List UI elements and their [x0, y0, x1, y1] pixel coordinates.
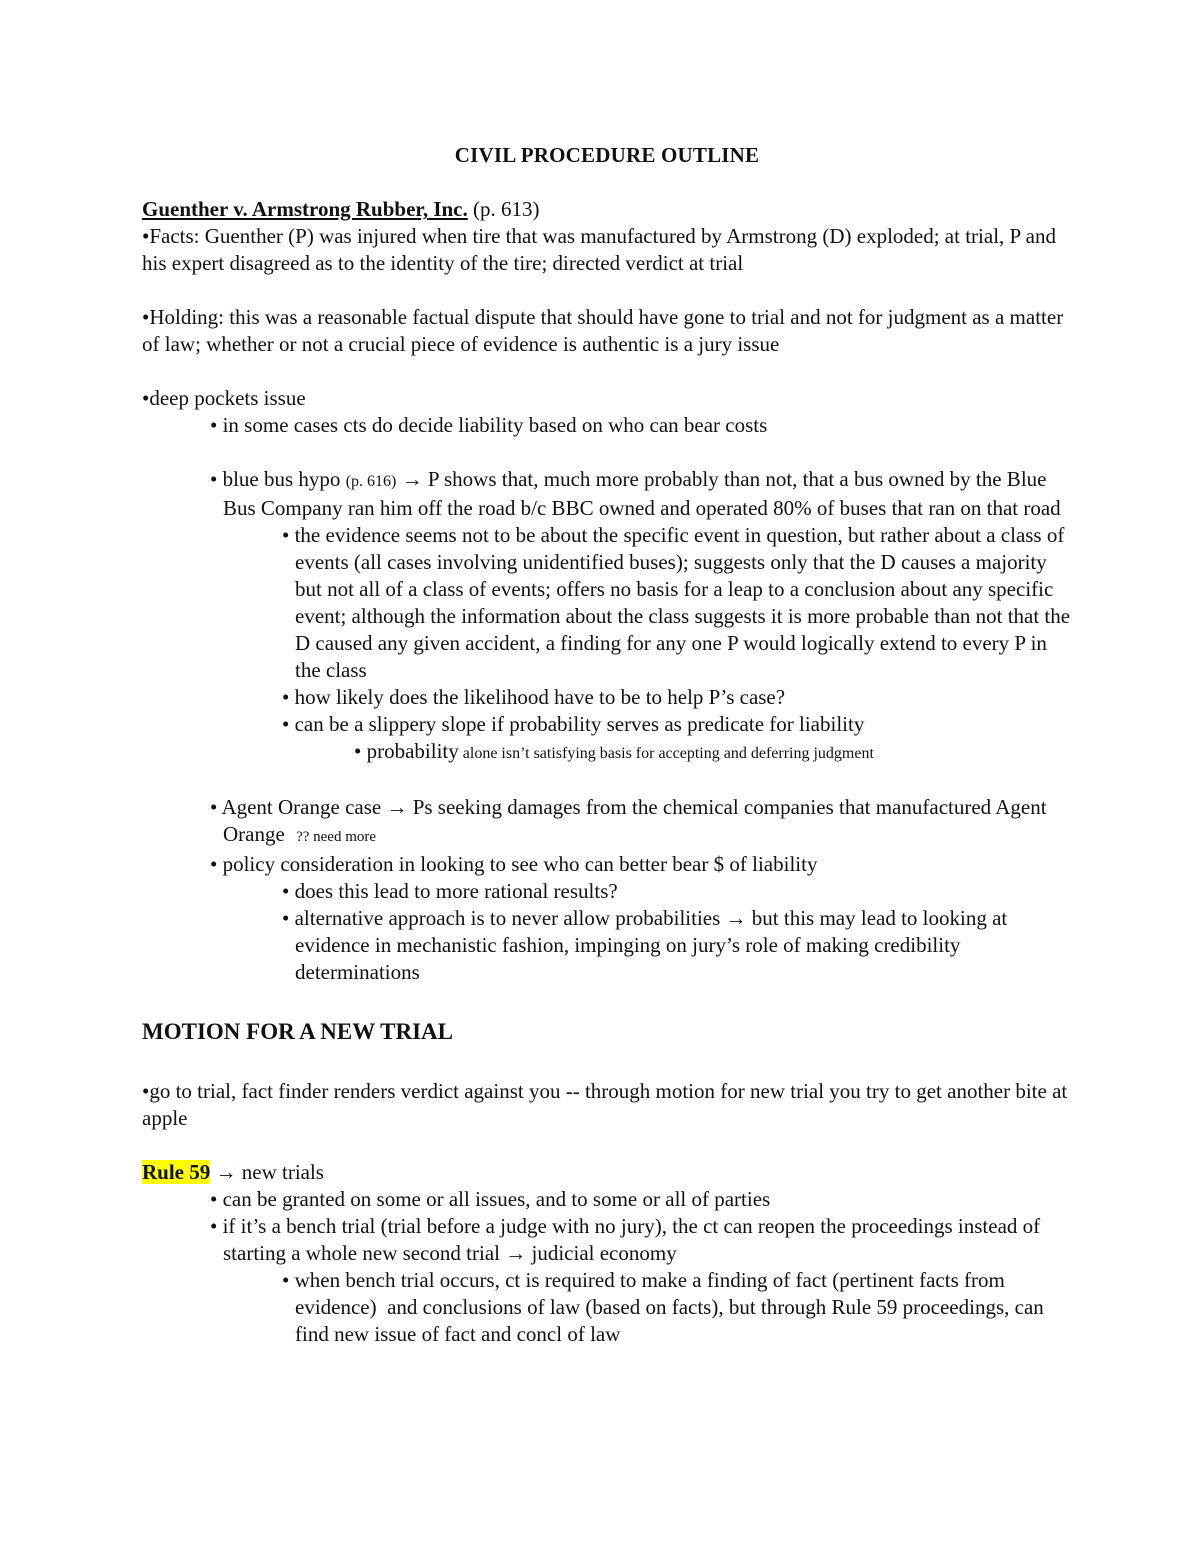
probability-rest: alone isn’t satisfying basis for accepting and deferring judgment	[458, 745, 874, 762]
spacer	[142, 277, 1072, 304]
bullet-rational-results: • does this lead to more rational results?	[282, 879, 618, 903]
agent-orange-note: ?? need more	[284, 829, 377, 845]
case-facts: •Facts: Guenther (P) was injured when tire that was manufactured by Armstrong (D) exploded; at trial, P and his expert disagreed as to the identity of the tire; directed verdict at trial	[142, 224, 1062, 275]
bullet-policy: • policy consideration in looking to see who can better bear $ of liability	[210, 852, 818, 876]
document-page	[142, 142, 1076, 1348]
bullet-granted-issues: • can be granted on some or all issues, and to some or all of parties	[210, 1187, 771, 1211]
bullet-alternative-approach: • alternative approach is to never allow probabilities → but this may lead to looking at evidence in mechanistic fashion, impinging on jury’s role of making credibility determinations	[282, 906, 1013, 984]
document-title: CIVIL PROCEDURE OUTLINE	[454, 143, 760, 167]
bullet-liability-costs: • in some cases cts do decide liability based on who can bear costs	[210, 413, 768, 437]
blue-bus-text: → P shows that, much more probably than not, that a bus owned by the Blue Bus Company ran him off the road b/c BBC owned and operated 80% of buses that ran on that road	[223, 467, 1061, 520]
agent-orange-text: • Agent Orange case → Ps seeking damages from the chemical companies that manufactured Agent Orange	[210, 795, 1052, 846]
bullet-blue-bus	[210, 466, 1072, 522]
rule-59-heading	[142, 1159, 1072, 1186]
probability-lead: • probability	[354, 739, 459, 763]
bullet-probability-alone	[354, 738, 1072, 767]
bullet-finding-of-fact: • when bench trial occurs, ct is required to make a finding of fact (pertinent facts from evidence) and conclusions of law (based on facts), but through Rule 59 proceedings, can find new issue of fact and concl of law	[282, 1268, 1050, 1346]
blue-bus-page-ref: (p. 616)	[345, 473, 397, 490]
spacer	[142, 439, 1072, 466]
case-heading	[142, 196, 1072, 223]
bullet-likelihood: • how likely does the likelihood have to be to help P’s case?	[282, 685, 786, 709]
spacer	[142, 358, 1072, 385]
motion-heading: MOTION FOR A NEW TRIAL	[142, 1019, 453, 1044]
spacer	[142, 1051, 1072, 1078]
bullet-slippery-slope: • can be a slippery slope if probability serves as predicate for liability	[282, 712, 865, 736]
blue-bus-label: • blue bus hypo	[210, 467, 346, 491]
bullet-bench-trial: • if it’s a bench trial (trial before a judge with no jury), the ct can reopen the proceedings instead of starting a whole new second trial → judicial economy	[210, 1214, 1046, 1265]
rule-59-desc: → new trials	[210, 1160, 324, 1184]
rule-59-label: Rule 59	[142, 1160, 211, 1184]
spacer	[142, 986, 1072, 1013]
bullet-agent-orange	[210, 794, 1072, 851]
bullet-class-events: • the evidence seems not to be about the specific event in question, but rather about a class of events (all cases involving unidentified buses); suggests only that the D causes a majority but not all of a class of events; offers no basis for a leap to a conclusion about any specific event; although the information about the class suggests it is more probable than not that the D caused any given accident, a finding for any one P would logically extend to every P in the class	[282, 523, 1076, 682]
deep-pockets-heading: •deep pockets issue	[142, 386, 306, 410]
case-holding: •Holding: this was a reasonable factual dispute that should have gone to trial and not for judgment as a matter of law; whether or not a crucial piece of evidence is authentic is a jury issue	[142, 305, 1069, 356]
motion-intro: •go to trial, fact finder renders verdict against you -- through motion for new trial you try to get another bite at apple	[142, 1079, 1073, 1130]
spacer	[142, 767, 1072, 794]
case-page-ref: (p. 613)	[467, 197, 540, 221]
case-name: Guenther v. Armstrong Rubber, Inc.	[142, 197, 468, 221]
spacer	[142, 1132, 1072, 1159]
